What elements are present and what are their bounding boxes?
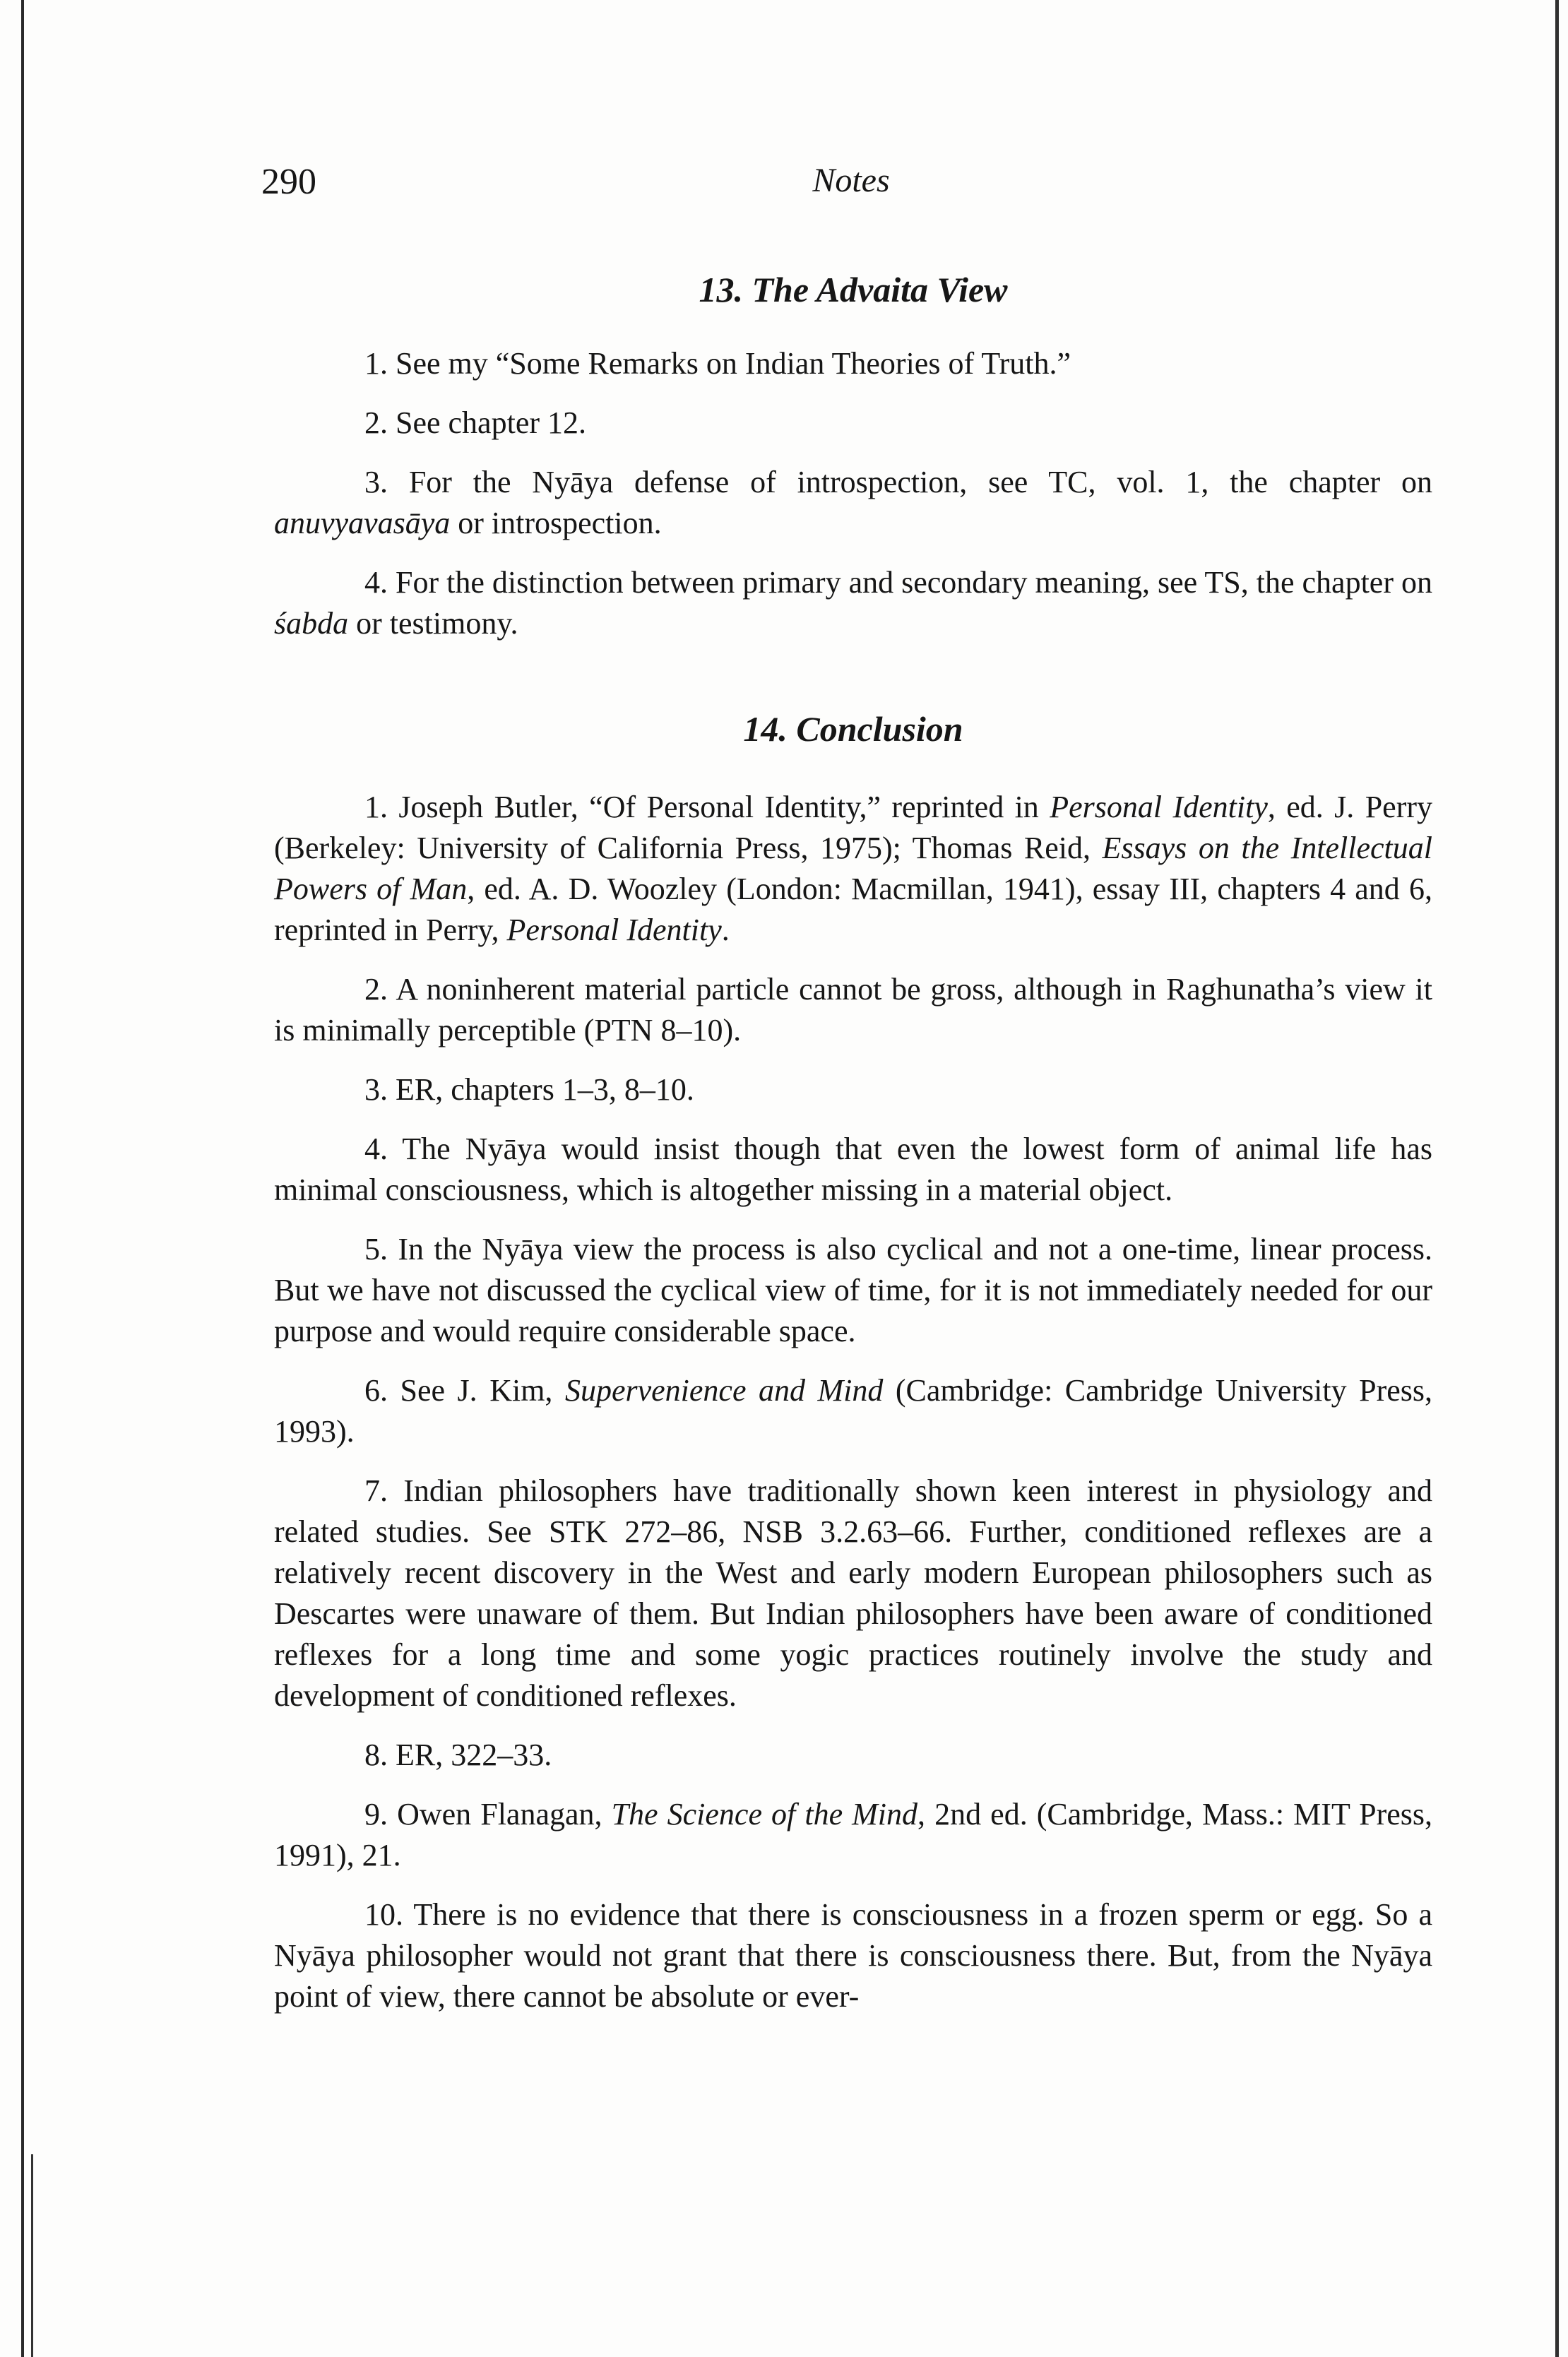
note-text: The Nyāya would insist though that even the lowest form of animal life has minimal consciousness, which is altogether missing in a material object.: [274, 1132, 1432, 1207]
note-text: Owen Flanagan,: [397, 1797, 612, 1831]
note-text: .: [721, 913, 730, 947]
note-13-1: [274, 343, 1432, 384]
note-text: For the Nyāya defense of introspection, see TC, vol. 1, the chapter on: [408, 465, 1433, 499]
note-number: 5.: [364, 1232, 388, 1266]
note-text: ER, chapters 1–3, 8–10.: [396, 1072, 694, 1107]
note-14-7: [274, 1471, 1432, 1716]
note-number: 10.: [364, 1897, 403, 1932]
note-14-4: [274, 1129, 1432, 1211]
note-number: 3.: [364, 465, 388, 499]
note-number: 1.: [364, 790, 388, 824]
note-italic-title: Essays on the Intellectual Powers of Man: [274, 831, 1432, 906]
note-text: A noninherent material particle cannot be gross, although in Raghunatha’s view it is minimally perceptible (PTN 8–10).: [274, 972, 1433, 1047]
note-number: 7.: [364, 1473, 388, 1508]
note-italic-title: The Science of the Mind: [611, 1797, 918, 1831]
page-header: [261, 161, 1441, 210]
note-number: 4.: [364, 1132, 388, 1166]
scan-edge-right: [1555, 0, 1559, 2357]
note-text: In the Nyāya view the process is also cyclical and not a one-time, linear process. But we have not discussed the cyclical view of time, for it is not immediately needed for our purpose and would require considerable space.: [274, 1232, 1433, 1348]
note-number: 9.: [364, 1797, 388, 1831]
note-italic-term: anuvyavasāya: [274, 506, 451, 540]
note-italic-title: Personal Identity: [1050, 790, 1268, 824]
note-text: , ed. A. D. Woozley (London: Macmillan, 1941), essay III, chapters 4 and 6, reprinted in Perry,: [274, 872, 1432, 947]
note-italic-title: Supervenience and Mind: [564, 1373, 884, 1408]
note-number: 1.: [364, 346, 388, 381]
note-italic-title: Personal Identity: [506, 913, 722, 947]
note-14-1: [274, 787, 1432, 951]
note-number: 2.: [364, 972, 388, 1007]
note-text: ER, 322–33.: [396, 1738, 552, 1772]
scan-edge-left-inner: [31, 2154, 33, 2357]
note-number: 4.: [364, 565, 388, 600]
note-text: There is no evidence that there is consciousness in a frozen sperm or egg. So a Nyāya philosopher would not grant that there is consciousness there. But, from the Nyāya point of view, there cannot be absolute or ever-: [274, 1897, 1432, 2014]
note-text: See J. Kim,: [400, 1373, 565, 1408]
scan-edge-left: [21, 0, 24, 2357]
note-text: Joseph Butler, “Of Personal Identity,” reprinted in: [398, 790, 1050, 824]
note-number: 8.: [364, 1738, 388, 1772]
note-text: or testimony.: [348, 606, 518, 641]
note-text: See chapter 12.: [396, 405, 586, 440]
note-text: Indian philosophers have traditionally shown keen interest in physiology and related studies. See STK 272–86, NSB 3.2.63–66. Further, conditioned reflexes are a relatively recent discovery in the West and early modern European philosophers such as Descartes were unaware of them. But Indian philosophers have been aware of conditioned reflexes for a long time and some yogic practices routinely involve the study and development of conditioned reflexes.: [274, 1473, 1432, 1713]
notes-content: [274, 268, 1432, 2036]
note-14-6: [274, 1370, 1432, 1452]
section-title-conclusion: 14. Conclusion: [743, 709, 963, 749]
note-13-2: [274, 403, 1432, 444]
note-text: (Cambridge: Cambridge University Press, 1993).: [274, 1373, 1432, 1449]
note-number: 3.: [364, 1072, 388, 1107]
note-number: 6.: [364, 1373, 388, 1408]
note-text: or introspection.: [450, 506, 662, 540]
note-text: For the distinction between primary and secondary meaning, see TS, the chapter on: [396, 565, 1432, 600]
note-text: , 2nd ed. (Cambridge, Mass.: MIT Press, 1991), 21.: [274, 1797, 1433, 1872]
note-14-10: [274, 1894, 1432, 2017]
note-14-9: [274, 1794, 1432, 1876]
note-14-2: [274, 969, 1432, 1051]
section-title-advaita-view: 13. The Advaita View: [699, 270, 1008, 309]
note-14-5: [274, 1229, 1432, 1352]
running-head: Notes: [812, 162, 890, 199]
note-13-4: [274, 562, 1432, 644]
note-13-3: [274, 462, 1432, 544]
note-14-8: [274, 1735, 1432, 1776]
note-number: 2.: [364, 405, 388, 440]
note-text: See my “Some Remarks on Indian Theories of Truth.”: [396, 346, 1071, 381]
page-number: 290: [261, 162, 316, 202]
note-italic-term: śabda: [274, 606, 349, 641]
note-text: , ed. J. Perry (Berkeley: University of California Press, 1975); Thomas Reid,: [274, 790, 1432, 865]
note-14-3: [274, 1069, 1432, 1110]
